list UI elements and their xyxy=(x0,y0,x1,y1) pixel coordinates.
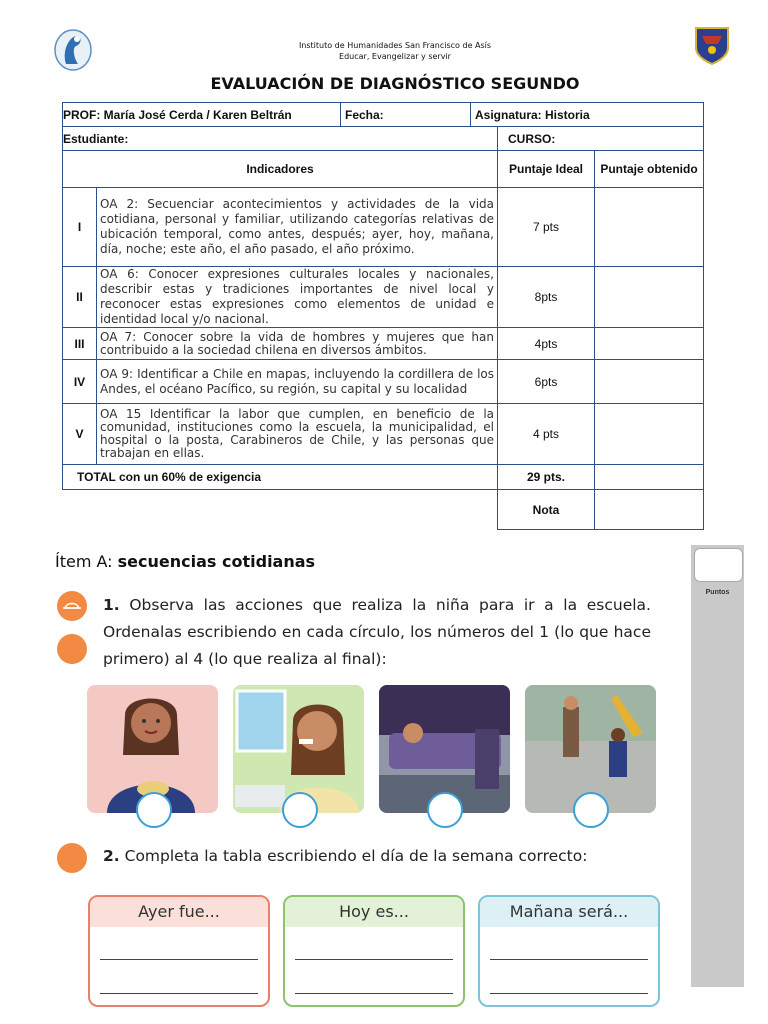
total-points: 29 pts. xyxy=(498,465,595,490)
puntaje-ideal-header: Puntaje Ideal xyxy=(498,151,595,188)
orange-bullet-icon xyxy=(57,591,87,621)
question-number: 2. xyxy=(103,847,120,865)
table-row xyxy=(63,360,704,404)
points-sidebar xyxy=(691,545,744,987)
answer-line[interactable] xyxy=(100,993,258,994)
row-number: IV xyxy=(63,360,97,404)
section-prefix: Ítem A: xyxy=(55,552,113,571)
ideal-points: 4 pts xyxy=(498,404,595,465)
obtained-points xyxy=(595,328,704,360)
answer-line[interactable] xyxy=(100,959,258,960)
estudiante-cell: Estudiante: xyxy=(63,127,498,151)
card-tomorrow xyxy=(478,895,660,1007)
nota-label: Nota xyxy=(498,490,595,530)
answer-line[interactable] xyxy=(295,959,453,960)
ideal-points: 4pts xyxy=(498,328,595,360)
prof-cell: PROF: María José Cerda / Karen Beltrán xyxy=(63,103,341,127)
points-input-box[interactable] xyxy=(694,548,743,582)
ideal-points: 7 pts xyxy=(498,188,595,267)
section-name: secuencias cotidianas xyxy=(117,552,316,571)
section-title xyxy=(55,552,315,571)
institution-motto: Educar, Evangelizar y servir xyxy=(339,52,451,61)
answer-line[interactable] xyxy=(490,959,648,960)
indicator-text: OA 6: Conocer expresiones culturales locales y nacionales, describir estas y tradiciones importantes de nivel local y reconocer estas expresiones como elementos de unidad e identidad local y/o nacional. xyxy=(97,267,498,328)
order-circle-input[interactable] xyxy=(282,792,318,828)
ideal-points: 6pts xyxy=(498,360,595,404)
shield-crest-icon xyxy=(694,26,730,66)
institute-logo-icon xyxy=(52,28,94,72)
answer-line[interactable] xyxy=(490,993,648,994)
card-title: Mañana será... xyxy=(480,897,658,927)
indicator-text: OA 7: Conocer sobre la vida de hombres y mujeres que han contribuido a la sociedad chilena en diversos ámbitos. xyxy=(97,328,498,360)
indicator-text: OA 2: Secuenciar acontecimientos y actividades de la vida cotidiana, personal y familiar, utilizando categorías relativas de ubicación temporal, como antes, después; ayer, hoy, mañana, día, noche; este año, el año pasado, el año próximo. xyxy=(97,188,498,267)
total-obtained xyxy=(595,465,704,490)
card-title: Ayer fue... xyxy=(90,897,268,927)
card-today xyxy=(283,895,465,1007)
orange-bullet-icon xyxy=(57,634,87,664)
nota-value xyxy=(595,490,704,530)
table-row xyxy=(63,328,704,360)
table-row xyxy=(63,404,704,465)
total-label: TOTAL con un 60% de exigencia xyxy=(63,465,498,490)
card-title: Hoy es... xyxy=(285,897,463,927)
indicadores-header: Indicadores xyxy=(63,151,498,188)
obtained-points xyxy=(595,188,704,267)
indicator-text: OA 9: Identificar a Chile en mapas, incluyendo la cordillera de los Andes, el océano Pacífico, su región, su capital y su localidad xyxy=(97,360,498,404)
question-text: Completa la tabla escribiendo el día de la semana correcto: xyxy=(124,847,588,865)
fecha-cell: Fecha: xyxy=(341,103,471,127)
indicator-text: OA 15 Identificar la labor que cumplen, en beneficio de la comunidad, instituciones como la escuela, la municipalidad, el hospital o la posta, Carabineros de Chile, y las personas que trabajan en ellas. xyxy=(97,404,498,465)
row-number: V xyxy=(63,404,97,465)
ideal-points: 8pts xyxy=(498,267,595,328)
question-text: Observa las acciones que realiza la niña para ir a la escuela. Ordenalas escribiendo en cada círculo, los números del 1 (lo que hace primero) al 4 (lo que realiza al final): xyxy=(103,596,651,668)
order-circle-input[interactable] xyxy=(427,792,463,828)
evaluation-table xyxy=(62,102,704,530)
row-number: II xyxy=(63,267,97,328)
question-number: 1. xyxy=(103,596,120,614)
question-2 xyxy=(103,843,651,870)
row-number: III xyxy=(63,328,97,360)
question-1 xyxy=(103,592,651,673)
curso-cell: CURSO: xyxy=(498,127,704,151)
answer-line[interactable] xyxy=(295,993,453,994)
card-yesterday xyxy=(88,895,270,1007)
institution-name: Instituto de Humanidades San Francisco de Asís xyxy=(298,41,492,50)
orange-bullet-icon xyxy=(57,843,87,873)
table-row xyxy=(63,267,704,328)
spacer-cell xyxy=(63,490,498,530)
points-label: Puntos xyxy=(705,589,730,596)
obtained-points xyxy=(595,267,704,328)
obtained-points xyxy=(595,404,704,465)
asignatura-cell: Asignatura: Historia xyxy=(471,103,704,127)
order-circle-input[interactable] xyxy=(573,792,609,828)
order-circle-input[interactable] xyxy=(136,792,172,828)
puntaje-obtenido-header: Puntaje obtenido xyxy=(595,151,704,188)
obtained-points xyxy=(595,360,704,404)
hat-icon xyxy=(57,591,87,621)
page-title: EVALUACIÓN DE DIAGNÓSTICO SEGUNDO xyxy=(210,74,580,93)
table-row xyxy=(63,188,704,267)
row-number: I xyxy=(63,188,97,267)
